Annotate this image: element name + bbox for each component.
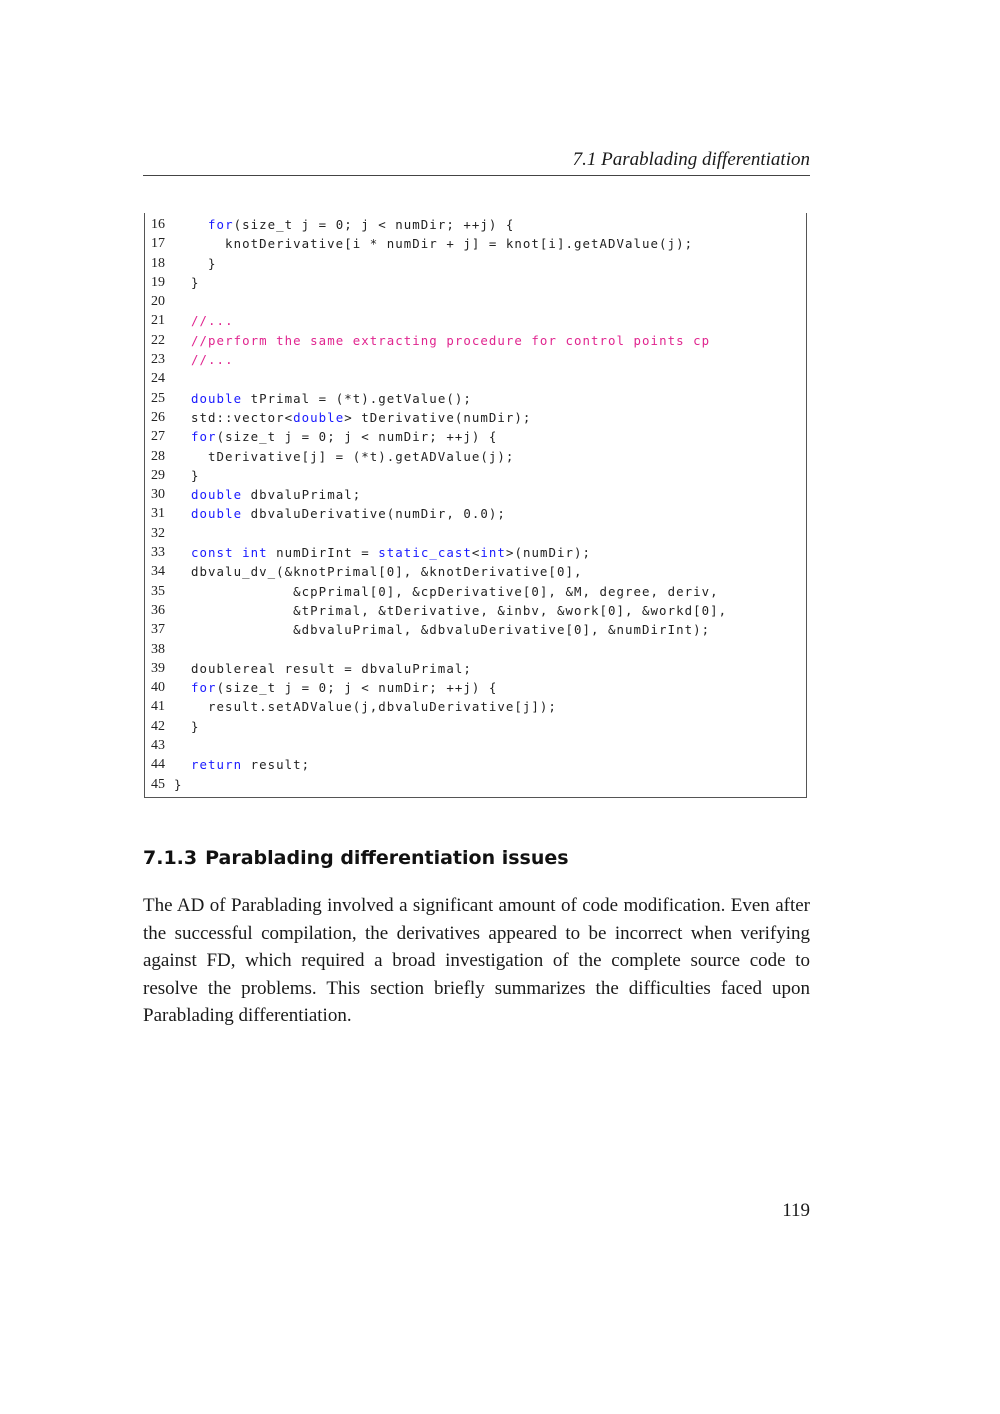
code-token <box>174 429 191 444</box>
code-line <box>145 215 806 234</box>
code-token: dbvaluPrimal; <box>242 487 362 503</box>
line-number: 18 <box>151 255 165 271</box>
code-token <box>174 352 191 367</box>
code-line <box>145 736 806 755</box>
code-text <box>174 427 497 446</box>
code-comment: //... <box>191 313 234 329</box>
code-line <box>145 620 806 639</box>
code-line <box>145 678 806 697</box>
line-number: 33 <box>151 545 165 561</box>
code-line <box>145 485 806 504</box>
line-number: 24 <box>151 371 165 387</box>
line-number: 36 <box>151 602 165 618</box>
code-token <box>174 217 208 232</box>
line-number: 29 <box>151 467 165 483</box>
code-comment: //perform the same extracting procedure for control points cp <box>191 332 711 348</box>
line-number: 41 <box>151 699 165 715</box>
code-token: } <box>174 255 217 271</box>
line-number: 40 <box>151 680 165 696</box>
code-token: } <box>174 274 200 290</box>
line-number: 43 <box>151 738 165 754</box>
code-keyword: double <box>191 390 243 406</box>
code-keyword: const <box>191 545 234 561</box>
line-number: 19 <box>151 274 165 290</box>
code-keyword: int <box>242 545 268 561</box>
code-text <box>174 389 472 408</box>
code-line <box>145 543 806 562</box>
code-token <box>174 545 191 560</box>
code-text <box>174 755 310 774</box>
code-token: } <box>174 718 200 734</box>
line-number: 25 <box>151 390 165 406</box>
code-line <box>145 254 806 273</box>
line-number: 21 <box>151 313 165 329</box>
code-listing <box>144 213 807 798</box>
code-token: >(numDir); <box>505 545 592 561</box>
line-number: 32 <box>151 525 165 541</box>
code-token <box>174 313 191 328</box>
code-token <box>174 757 191 772</box>
code-token <box>174 333 191 348</box>
code-token: &cpPrimal[0], &cpDerivative[0], &M, degree, deriv, <box>174 583 719 599</box>
code-line <box>145 659 806 678</box>
code-line <box>145 408 806 427</box>
line-number: 31 <box>151 506 165 522</box>
code-token: result; <box>242 757 311 773</box>
running-header <box>143 148 810 176</box>
code-token: (size_t j = 0; j < numDir; ++j) { <box>216 680 498 696</box>
code-line <box>145 466 806 485</box>
section-heading <box>143 844 569 872</box>
code-text <box>174 350 234 369</box>
code-token: numDirInt = <box>267 545 379 561</box>
line-number: 20 <box>151 294 165 310</box>
code-token: > tDerivative(numDir); <box>344 409 532 425</box>
code-token: knotDerivative[i * numDir + j] = knot[i].getADValue(j); <box>174 236 694 252</box>
code-token: tPrimal = (*t).getValue(); <box>242 390 472 406</box>
code-text <box>174 601 727 620</box>
code-token: } <box>174 776 183 792</box>
section-number: 7.1.3 <box>143 847 198 869</box>
code-keyword: int <box>480 545 506 561</box>
code-token: dbvaluDerivative(numDir, 0.0); <box>242 506 506 522</box>
code-line <box>145 717 806 736</box>
code-token: < <box>471 545 481 561</box>
code-line <box>145 369 806 388</box>
line-number: 17 <box>151 236 165 252</box>
code-token <box>174 487 191 502</box>
running-header-title: 7.1 Parablading differentiation <box>572 149 810 170</box>
code-text <box>174 331 710 350</box>
line-number: 39 <box>151 660 165 676</box>
code-token: tDerivative[j] = (*t).getADValue(j); <box>174 448 515 464</box>
code-line <box>145 273 806 292</box>
code-text <box>174 234 693 253</box>
line-number: 37 <box>151 622 165 638</box>
section-title: Parablading differentiation issues <box>205 847 569 869</box>
code-token <box>174 506 191 521</box>
code-line <box>145 582 806 601</box>
code-text <box>174 717 200 736</box>
code-token <box>174 680 191 695</box>
code-token: doublereal result = dbvaluPrimal; <box>174 660 472 676</box>
code-text <box>174 582 719 601</box>
code-text <box>174 447 514 466</box>
code-line <box>145 524 806 543</box>
code-keyword: return <box>191 757 243 773</box>
line-number: 45 <box>151 776 165 792</box>
code-text <box>174 659 472 678</box>
line-number: 26 <box>151 409 165 425</box>
code-keyword: double <box>191 506 243 522</box>
line-number: 23 <box>151 352 165 368</box>
code-line <box>145 775 806 794</box>
code-line <box>145 234 806 253</box>
page-number: 119 <box>782 1200 810 1221</box>
line-number: 28 <box>151 448 165 464</box>
line-number: 16 <box>151 217 165 232</box>
code-token: std::vector< <box>174 409 294 425</box>
code-keyword: double <box>293 409 345 425</box>
code-token: &dbvaluPrimal, &dbvaluDerivative[0], &numDirInt); <box>174 622 711 638</box>
code-token: result.setADValue(j,dbvaluDerivative[j]); <box>174 699 557 715</box>
code-keyword: static_cast <box>378 545 472 561</box>
code-text <box>174 254 217 273</box>
code-keyword: for <box>191 680 217 696</box>
code-line <box>145 292 806 311</box>
code-token: dbvalu_dv_(&knotPrimal[0], &knotDerivative[0], <box>174 564 583 580</box>
code-line <box>145 755 806 774</box>
line-number: 34 <box>151 564 165 580</box>
code-text <box>174 485 361 504</box>
code-line <box>145 601 806 620</box>
code-text <box>174 562 582 581</box>
code-token: &tPrimal, &tDerivative, &inbv, &work[0], &workd[0], <box>174 602 728 618</box>
body-paragraph: The AD of Parablading involved a significant amount of code modification. Even after the successful compilation, the derivatives appeared to be incorrect when verifying against FD, which required a broad investigation of the complete source code to resolve the problems. This section briefly summarizes the difficulties faced upon Parablading differentiation. <box>143 895 810 1026</box>
code-text <box>174 311 234 330</box>
code-text <box>174 504 506 523</box>
line-number: 35 <box>151 583 165 599</box>
code-text <box>174 678 497 697</box>
code-keyword: for <box>208 217 234 232</box>
code-line <box>145 350 806 369</box>
code-lines <box>145 215 806 794</box>
code-text <box>174 273 200 292</box>
code-keyword: double <box>191 487 243 503</box>
code-token <box>174 391 191 406</box>
code-line <box>145 562 806 581</box>
code-line <box>145 504 806 523</box>
code-line <box>145 311 806 330</box>
code-text <box>174 215 514 234</box>
code-text <box>174 775 183 794</box>
code-token <box>234 545 243 560</box>
line-number: 30 <box>151 487 165 503</box>
line-number: 27 <box>151 429 165 445</box>
code-text <box>174 543 591 562</box>
code-token: (size_t j = 0; j < numDir; ++j) { <box>216 429 498 445</box>
code-line <box>145 389 806 408</box>
code-text <box>174 620 710 639</box>
code-token: } <box>174 467 200 483</box>
code-comment: //... <box>191 352 234 368</box>
code-line <box>145 447 806 466</box>
code-line <box>145 697 806 716</box>
line-number: 42 <box>151 718 165 734</box>
code-line <box>145 427 806 446</box>
code-line <box>145 640 806 659</box>
line-number: 44 <box>151 757 165 773</box>
code-text <box>174 408 531 427</box>
code-text <box>174 697 557 716</box>
code-token: (size_t j = 0; j < numDir; ++j) { <box>233 217 515 232</box>
line-number: 22 <box>151 332 165 348</box>
line-number: 38 <box>151 641 165 657</box>
code-keyword: for <box>191 429 217 445</box>
code-text <box>174 466 200 485</box>
code-line <box>145 331 806 350</box>
